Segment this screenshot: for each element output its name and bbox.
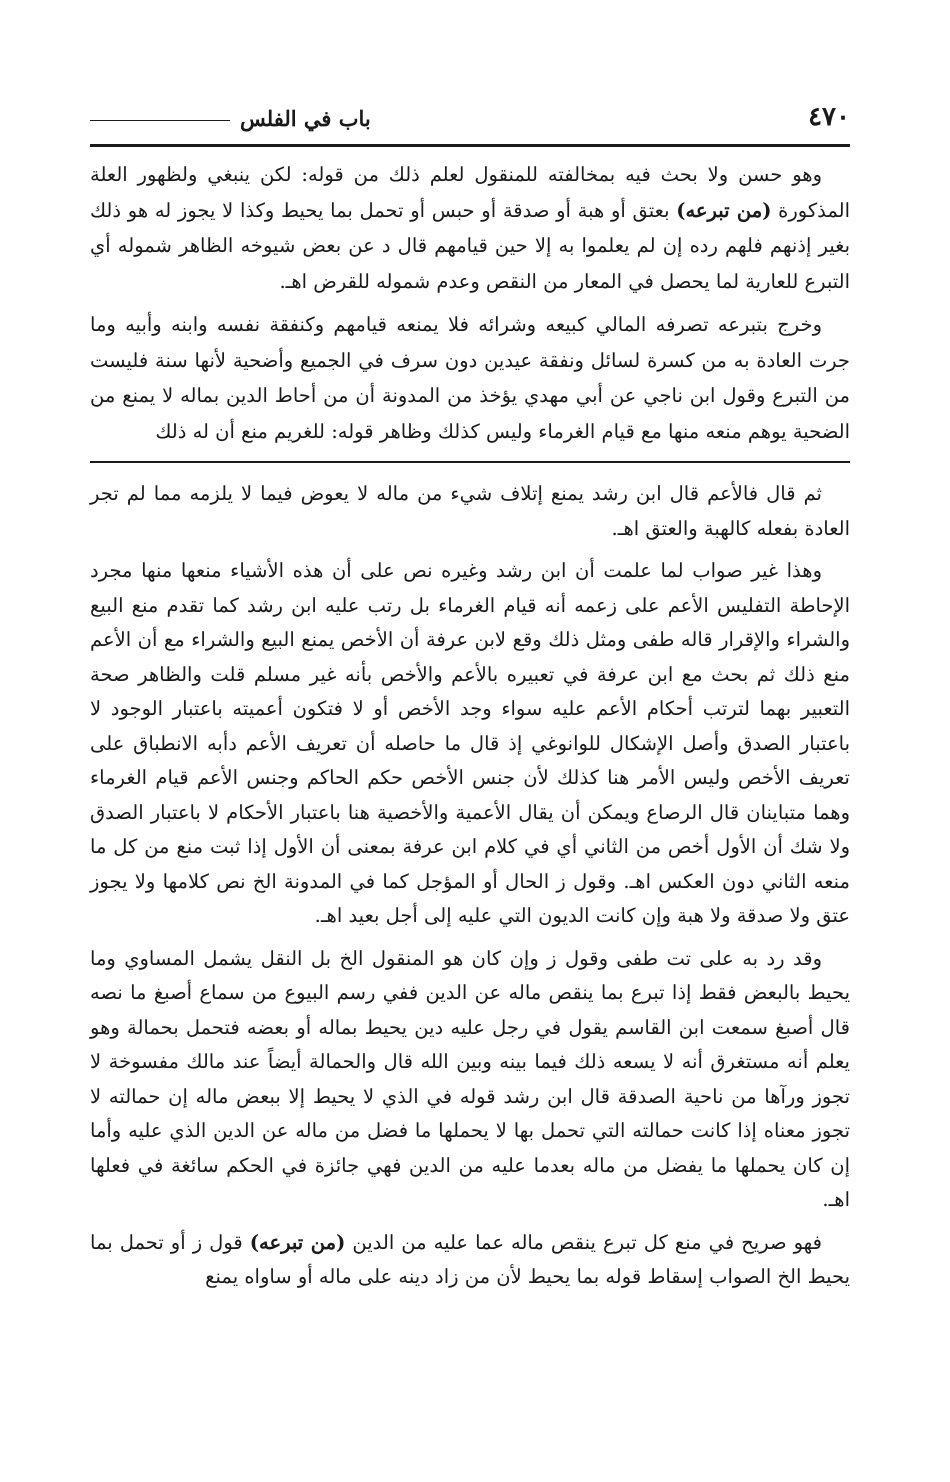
header-rule [90,120,230,121]
notes-separator [90,461,850,463]
notes-paragraph: وقد رد به على تت طفى وقول ز وإن كان هو المنقول الخ بل النقل يشمل المساوي وما يحيط بالبعض فقط إذا تبرع بما ينقص ماله عن الدين ففي رسم البيوع من سماع أصبغ ما نصه قال أصبغ سمعت ابن القاسم يقول في رجل عليه دين يحيط بماله أو بعضه فتحمل بحمالة وهو يعلم أنه مستغرق أنه لا يسعه ذلك فيما بينه وبين الله قال والحمالة أيضاً عند مالك مفسوخة لا تجوز ورآها من ناحية الصدقة قال ابن رشد قوله في الذي لا يحيط إلا ببعض ماله إن حمالته لا تجوز معناه إذا كانت حمالته التي تحمل بها لا يحملها ما فضل من ماله عن الدين الذي عليه وأما إن كان يحملها ما يفضل من ماله بعدما عليه من الدين فهي جائزة في الحكم سائغة في فعلها اهـ. [90,946,850,1211]
book-page [90,100,850,1440]
notes-paragraph: ثم قال فالأعم قال ابن رشد يمنع إتلاف شيء من ماله لا يعوض فيما لا يلزمه مما لم تجر العادة بفعله كالهبة والعتق اهـ. [90,482,850,540]
main-paragraph: وهو حسن ولا بحث فيه بمخالفته للمنقول لعلم ذلك من قوله: لكن ينبغي ولظهور العلة المذكورة (من تبرعه) بعتق أو هبة أو صدقة أو حبس أو تحمل بما يحيط وكذا لا يجوز له هو ذلك بغير إذنهم فلهم رده إن لم يعلموا به إلا حين قيامهم قال د عن بعض شيوخه الظاهر شموله أي التبرع للعارية لما يحصل في المعار من النقص وعدم شموله للقرض اهـ. [90,163,850,293]
highlighted-phrase: (من تبرعه) [676,198,772,222]
running-title-text: باب في الفلس [240,106,371,131]
page-header [90,100,850,147]
notes-paragraph: وهذا غير صواب لما علمت أن ابن رشد وغيره نص على أن هذه الأشياء منعها منها مجرد الإحاطة التفليس الأعم على زعمه أنه قيام الغرماء بل رتب عليه ابن رشد كما تقدم منع البيع والشراء والإقرار قاله طفى ومثل ذلك وقع لابن عرفة أن الأخص يمنع البيع والشراء مع أن الأعم منع ذلك ثم بحث مع ابن عرفة في تعبيره بالأعم والأخص بأنه غير مسلم قلت والظاهر صحة التعبير بهما لترتب أحكام الأعم عليه سواء وجد الأخص أو لا فتكون أعميته باعتبار الوجود لا باعتبار الصدق وأصل الإشكال للوانوغي إذ قال ما حاصله أن تعريف الأعم دأبه الانطباق على تعريف الأخص وليس الأمر هنا كذلك لأن جنس الأخص حكم الحاكم وجنس الأعم قيام الغرماء وهما متباينان قال الرصاع ويمكن أن يقال الأعمية والأخصية هنا باعتبار الأحكام لا باعتبار الصدق ولا شك أن الأول أخص من الثاني أي في كلام ابن عرفة بمعنى أن الأول إذا ثبت منع من كل ما منعه الثاني دون العكس اهـ. وقول ز الحال أو المؤجل كما في المدونة الخ نص كلامها ولا يجوز عتق ولا صدقة ولا هبة وإن كانت الديون التي عليه إلى أجل بعيد اهـ. [90,559,850,927]
highlighted-phrase: (من تبرعه) [249,1230,346,1254]
main-paragraph: وخرج بتبرعه تصرفه المالي كبيعه وشرائه فلا يمنعه قيامهم وكنفقة نفسه وابنه وأبيه وما جرت العادة به من كسرة لسائل ونفقة عيدين دون سرف في الجميع وأضحية لأنها سنة فليست من التبرع وقول ابن ناجي عن أبي مهدي يؤخذ من المدونة أن من أحاط الدين بماله لا يمنع من الضحية يوهم منعه منها مع قيام الغرماء وليس كذلك وظاهر قوله: للغريم منع أن له ذلك [90,313,850,443]
notes-text [90,477,850,1295]
page-number: ٤٧٠ [808,102,850,132]
notes-paragraph: فهو صريح في منع كل تبرع ينقص ماله عما عليه من الدين (من تبرعه) قول ز أو تحمل بما يحيط الخ الصواب إسقاط قوله بما يحيط لأن من زاد دينه على ماله أو ساواه يمنع [90,1230,850,1288]
main-text [90,157,850,449]
running-title [90,106,371,131]
